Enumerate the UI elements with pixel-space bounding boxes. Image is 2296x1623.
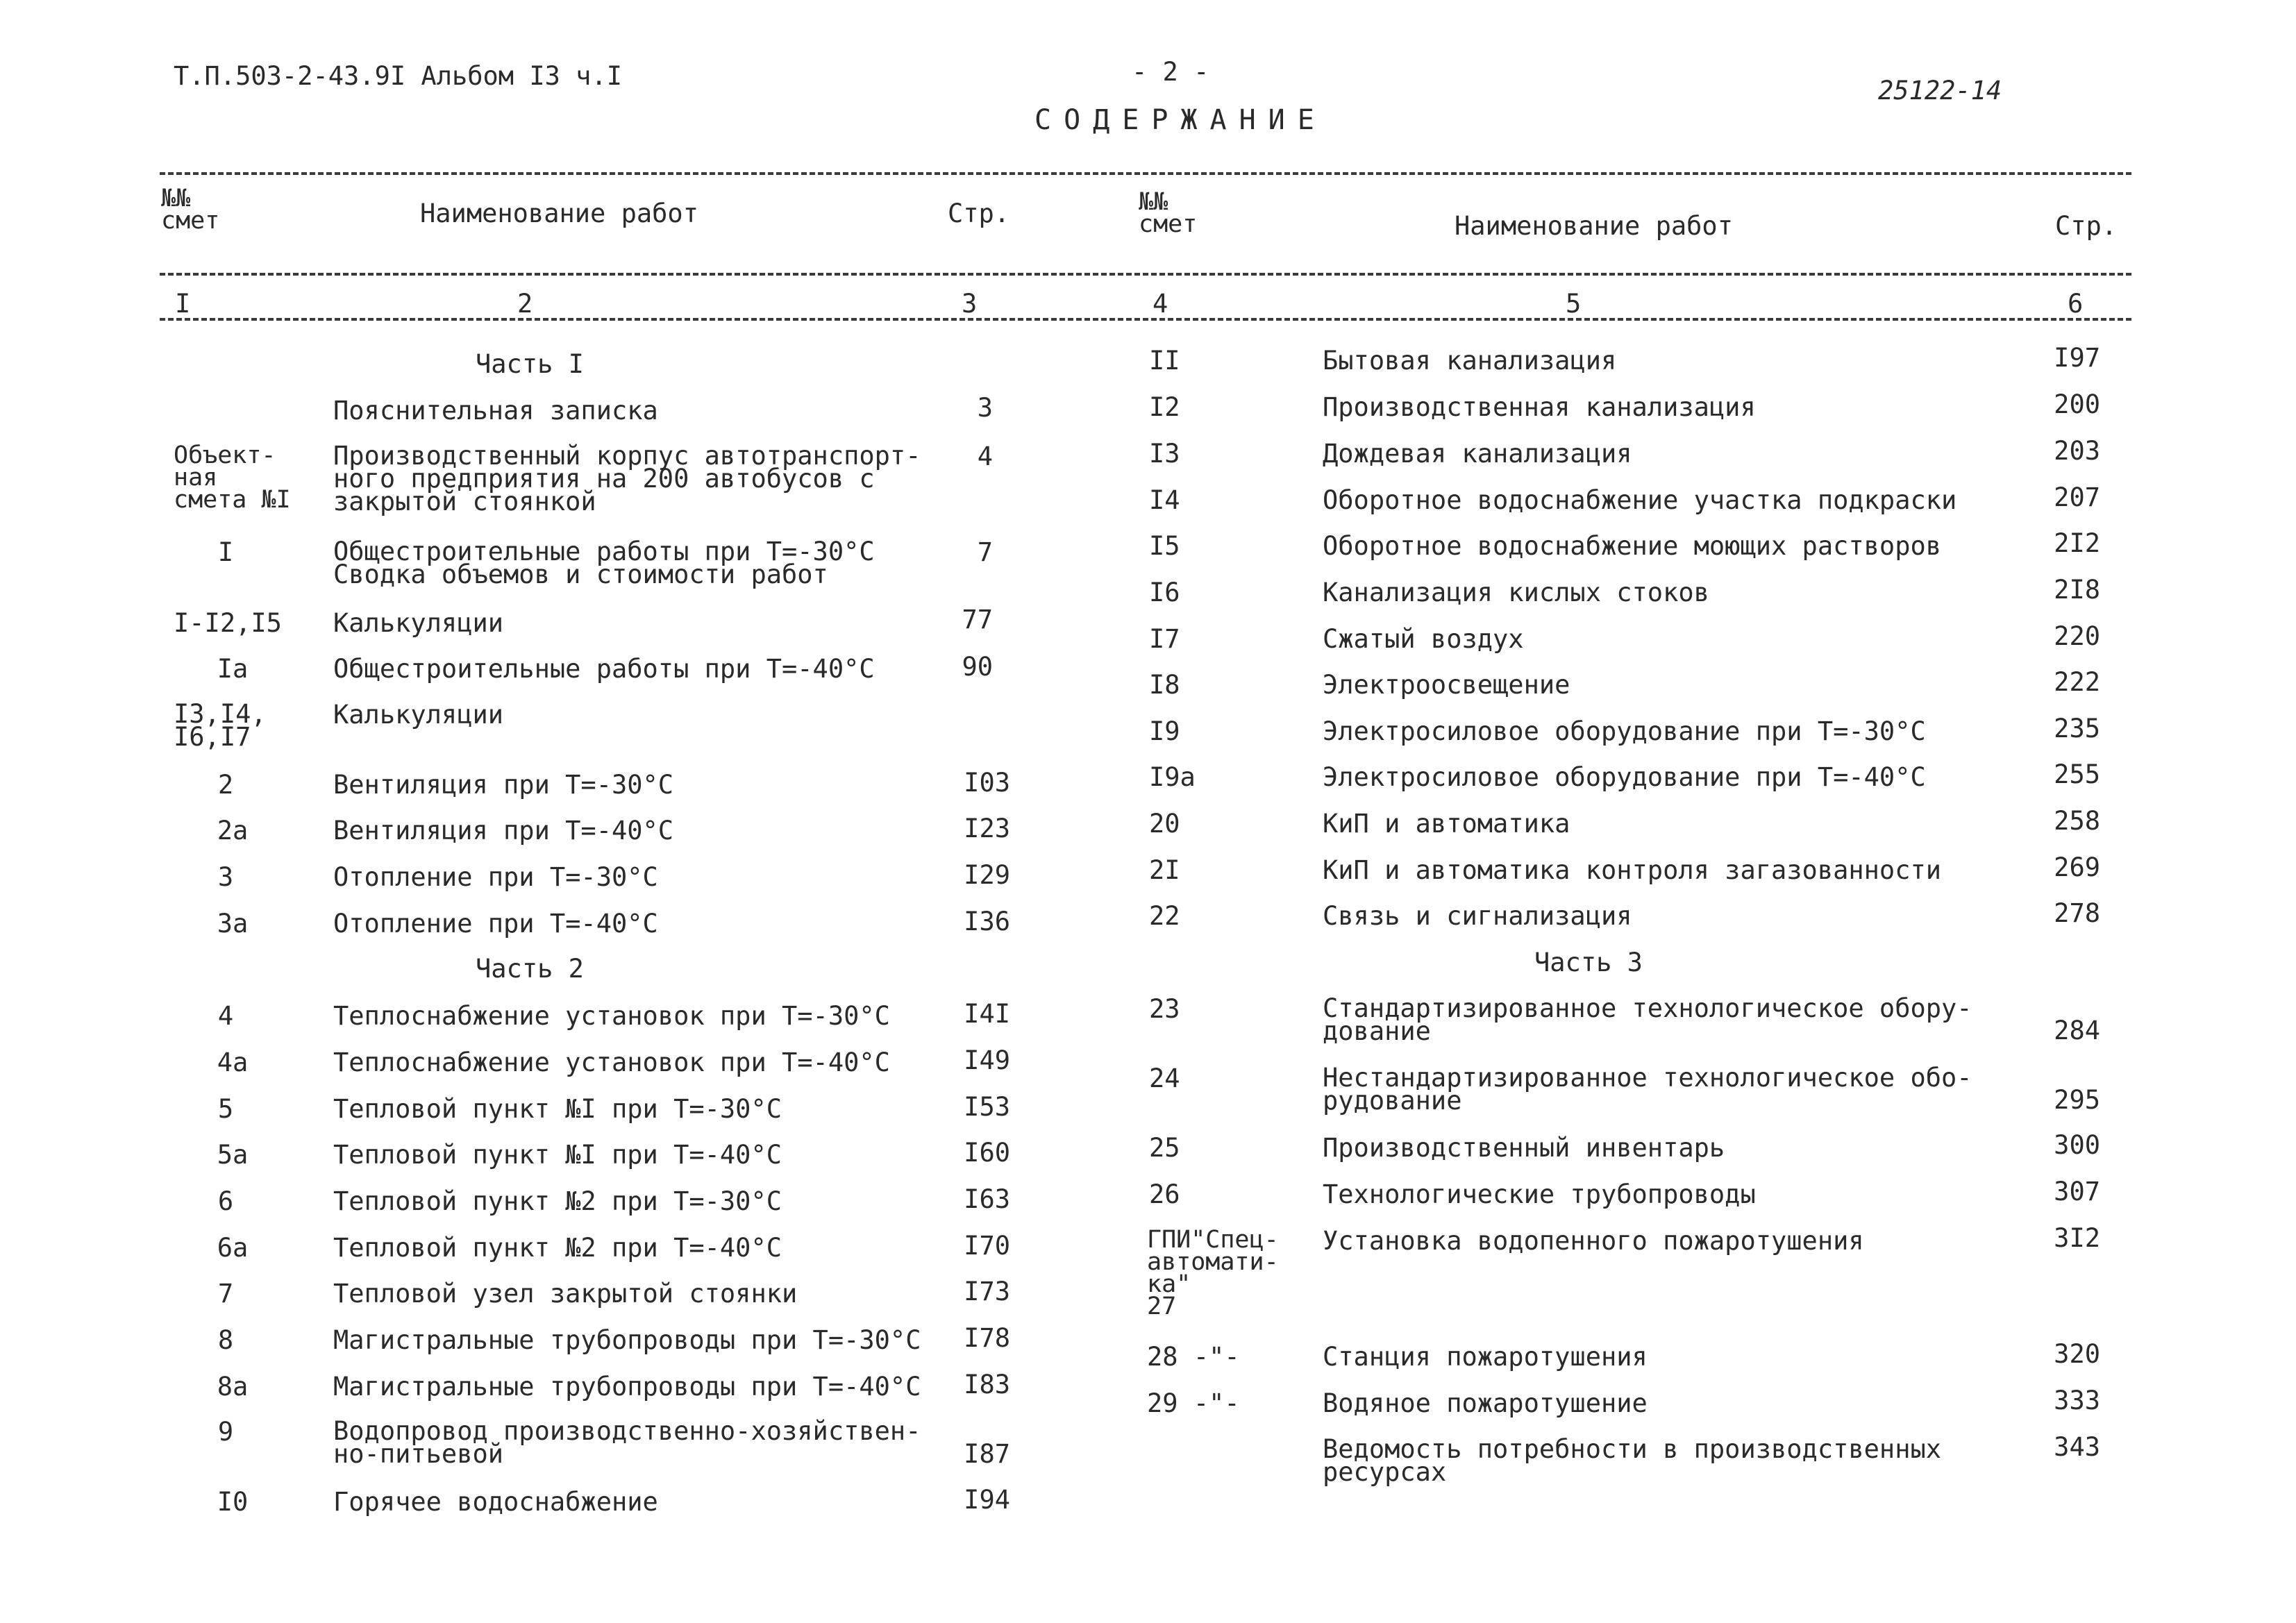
- row-page: 343: [2054, 1432, 2100, 1462]
- column-number-5: 5: [1566, 289, 1582, 319]
- row-num: 8а: [217, 1372, 249, 1402]
- column-header-page-right: Стр.: [2055, 211, 2118, 241]
- row-page: 255: [2054, 759, 2100, 789]
- row-page: I94: [964, 1485, 1010, 1515]
- row-name: Стандартизированное технологическое обору- дование: [1323, 993, 1972, 1046]
- row-name: Сжатый воздух: [1323, 624, 1524, 654]
- row-name: Теплоснабжение установок при Т=-40°С: [333, 1048, 890, 1077]
- row-page: 258: [2054, 806, 2100, 836]
- table-header-rule: [160, 273, 2131, 276]
- row-name: Электроосвещение: [1323, 670, 1570, 700]
- row-name: Канализация кислых стоков: [1323, 578, 1709, 607]
- row-num: 6: [217, 1186, 234, 1216]
- row-name: Водяное пожаротушение: [1323, 1388, 1648, 1418]
- row-page: 7: [977, 537, 993, 567]
- row-num: 9: [217, 1417, 234, 1447]
- row-page: 220: [2054, 621, 2100, 651]
- row-name: Технологические трубопроводы: [1323, 1179, 1756, 1209]
- row-num: 25: [1149, 1133, 1180, 1163]
- column-number-4: 4: [1153, 289, 1168, 319]
- row-name: Вентиляция при Т=-30°С: [333, 770, 674, 800]
- row-num: I7: [1149, 624, 1180, 654]
- row-num: I9а: [1149, 762, 1196, 792]
- row-num: 3а: [217, 909, 249, 939]
- row-num: I9: [1149, 716, 1180, 746]
- row-page: I87: [964, 1439, 1010, 1469]
- row-name: Магистральные трубопроводы при Т=-30°С: [333, 1325, 921, 1355]
- row-name: Связь и сигнализация: [1323, 901, 1632, 931]
- row-page: I49: [964, 1045, 1010, 1075]
- row-name: Нестандартизированное технологическое обо- рудование: [1323, 1063, 1972, 1116]
- row-name: Пояснительная записка: [333, 396, 658, 426]
- row-num: Объект- ная смета №I: [174, 442, 291, 514]
- row-page: 278: [2054, 898, 2100, 928]
- row-page: 222: [2054, 667, 2100, 697]
- document-code: Т.П.503-2-43.9I Альбом I3 ч.I: [174, 61, 623, 91]
- row-name: Бытовая канализация: [1323, 346, 1617, 376]
- row-name: Отопление при Т=-30°С: [333, 862, 658, 892]
- row-num: I8: [1149, 670, 1180, 700]
- row-page: 77: [962, 605, 993, 634]
- row-name: Вентиляция при Т=-40°С: [333, 816, 674, 846]
- row-page: 3: [977, 393, 993, 423]
- row-name: Станция пожаротушения: [1323, 1342, 1648, 1372]
- column-header-page-left: Стр.: [948, 199, 1010, 228]
- row-page: 2I2: [2054, 528, 2100, 558]
- row-num: 22: [1149, 901, 1180, 931]
- row-name: Оборотное водоснабжение моющих растворов: [1323, 531, 1942, 561]
- column-header-name-left: Наименование работ: [420, 199, 698, 228]
- row-num: 5а: [217, 1140, 249, 1170]
- page-number: - 2 -: [1132, 57, 1209, 87]
- row-num: I5: [1149, 531, 1180, 561]
- row-name: Производственная канализация: [1323, 392, 1756, 422]
- row-page: I36: [964, 907, 1010, 936]
- row-page: 300: [2054, 1130, 2100, 1160]
- row-page: I23: [964, 814, 1010, 843]
- row-page: I60: [964, 1138, 1010, 1168]
- row-page: I70: [964, 1231, 1010, 1261]
- row-num: I3,I4, I6,I7: [174, 699, 267, 752]
- row-page: 333: [2054, 1386, 2100, 1415]
- row-num: I2: [1149, 392, 1180, 422]
- row-num: 6а: [217, 1233, 249, 1263]
- row-name: Электросиловое оборудование при Т=-30°С: [1323, 716, 1926, 746]
- row-page: 235: [2054, 714, 2100, 743]
- row-page: 320: [2054, 1339, 2100, 1369]
- column-header-num-right: №№ смет: [1139, 188, 1198, 238]
- row-num: I4: [1149, 485, 1180, 515]
- row-name: Общестроительные работы при Т=-40°С: [333, 654, 875, 684]
- row-page: 4: [977, 442, 993, 471]
- row-name: Отопление при Т=-40°С: [333, 909, 658, 939]
- row-name: Калькуляции: [333, 608, 504, 638]
- row-num: 3: [217, 862, 234, 892]
- row-num: 7: [217, 1279, 234, 1309]
- row-name: Водопровод производственно-хозяйствен- но-питьевой: [333, 1416, 921, 1469]
- row-num: I-I2,I5: [174, 608, 282, 638]
- row-name: Общестроительные работы при Т=-30°С Сводка объемов и стоимости работ: [333, 537, 875, 589]
- column-number-1: I: [175, 289, 191, 319]
- row-page: I4I: [964, 999, 1010, 1029]
- row-num: 26: [1149, 1179, 1180, 1209]
- row-page: 295: [2054, 1085, 2100, 1115]
- row-name: Электросиловое оборудование при Т=-40°С: [1323, 762, 1926, 792]
- row-page: I97: [2054, 343, 2100, 373]
- section-heading: Часть 3: [1534, 948, 1643, 977]
- page-title: СОДЕРЖАНИЕ: [1034, 104, 1327, 136]
- table-top-rule: [160, 172, 2131, 175]
- row-name: Тепловой узел закрытой стоянки: [333, 1279, 798, 1309]
- row-page: I73: [964, 1277, 1010, 1306]
- row-page: 307: [2054, 1177, 2100, 1206]
- row-name: Дождевая канализация: [1323, 439, 1632, 469]
- row-name: Производственный инвентарь: [1323, 1133, 1725, 1163]
- row-page: I29: [964, 860, 1010, 890]
- column-number-3: 3: [962, 289, 978, 319]
- row-name: Тепловой пункт №I при Т=-40°С: [333, 1140, 782, 1170]
- row-page: 284: [2054, 1016, 2100, 1045]
- column-header-name-right: Наименование работ: [1455, 211, 1733, 241]
- row-name: Тепловой пункт №2 при Т=-30°С: [333, 1186, 782, 1216]
- row-num: 2: [217, 770, 234, 800]
- row-num: I3: [1149, 439, 1180, 469]
- archive-number: 25122-14: [1878, 76, 2002, 106]
- row-num: ГПИ"Спец- автомати- ка" 27: [1147, 1226, 1279, 1320]
- row-num: Iа: [217, 654, 249, 684]
- row-page: 200: [2054, 389, 2100, 419]
- row-num: 2I: [1149, 855, 1180, 885]
- row-num: 4: [217, 1001, 234, 1031]
- row-name: Тепловой пункт №2 при Т=-40°С: [333, 1233, 782, 1263]
- row-name: Теплоснабжение установок при Т=-30°С: [333, 1001, 890, 1031]
- row-page: I53: [964, 1092, 1010, 1122]
- column-number-2: 2: [517, 289, 533, 319]
- row-num: 20: [1149, 809, 1180, 839]
- column-numbers-rule: [160, 318, 2131, 321]
- row-name: Магистральные трубопроводы при Т=-40°С: [333, 1372, 921, 1402]
- row-num: 2а: [217, 816, 249, 846]
- row-page: 207: [2054, 482, 2100, 512]
- row-num: I6: [1149, 578, 1180, 607]
- section-heading: Часть I: [476, 349, 584, 379]
- row-page: I63: [964, 1184, 1010, 1214]
- row-page: 203: [2054, 436, 2100, 466]
- row-num: 29 -"-: [1147, 1388, 1240, 1418]
- row-page: I83: [964, 1370, 1010, 1399]
- row-page: I78: [964, 1323, 1010, 1353]
- column-header-num-left: №№ смет: [161, 185, 220, 235]
- row-page: I03: [964, 768, 1010, 798]
- row-num: I0: [217, 1487, 249, 1517]
- row-num: 28 -"-: [1147, 1342, 1240, 1372]
- row-num: 4а: [217, 1048, 249, 1077]
- row-name: Калькуляции: [333, 700, 504, 730]
- row-name: Горячее водоснабжение: [333, 1487, 658, 1517]
- row-num: 5: [217, 1094, 234, 1124]
- row-name: КиП и автоматика: [1323, 809, 1570, 839]
- row-name: КиП и автоматика контроля загазованности: [1323, 855, 1942, 885]
- section-heading: Часть 2: [476, 954, 584, 984]
- row-name: Оборотное водоснабжение участка подкраски: [1323, 485, 1957, 515]
- row-name: Установка водопенного пожаротушения: [1323, 1226, 1864, 1256]
- row-name: Ведомость потребности в производственных ресурсах: [1323, 1434, 1942, 1487]
- row-num: II: [1149, 346, 1180, 376]
- row-page: 269: [2054, 852, 2100, 882]
- row-num: 23: [1149, 994, 1180, 1024]
- row-page: 2I8: [2054, 575, 2100, 605]
- row-page: 3I2: [2054, 1223, 2100, 1253]
- row-page: 90: [962, 652, 993, 682]
- row-name: Тепловой пункт №I при Т=-30°С: [333, 1094, 782, 1124]
- row-num: I: [217, 537, 234, 567]
- row-num: 24: [1149, 1063, 1180, 1093]
- column-number-6: 6: [2068, 289, 2084, 319]
- row-name: Производственный корпус автотранспорт- ного предприятия на 200 автобусов с закрытой стоянкой: [333, 441, 921, 516]
- row-num: 8: [217, 1325, 234, 1355]
